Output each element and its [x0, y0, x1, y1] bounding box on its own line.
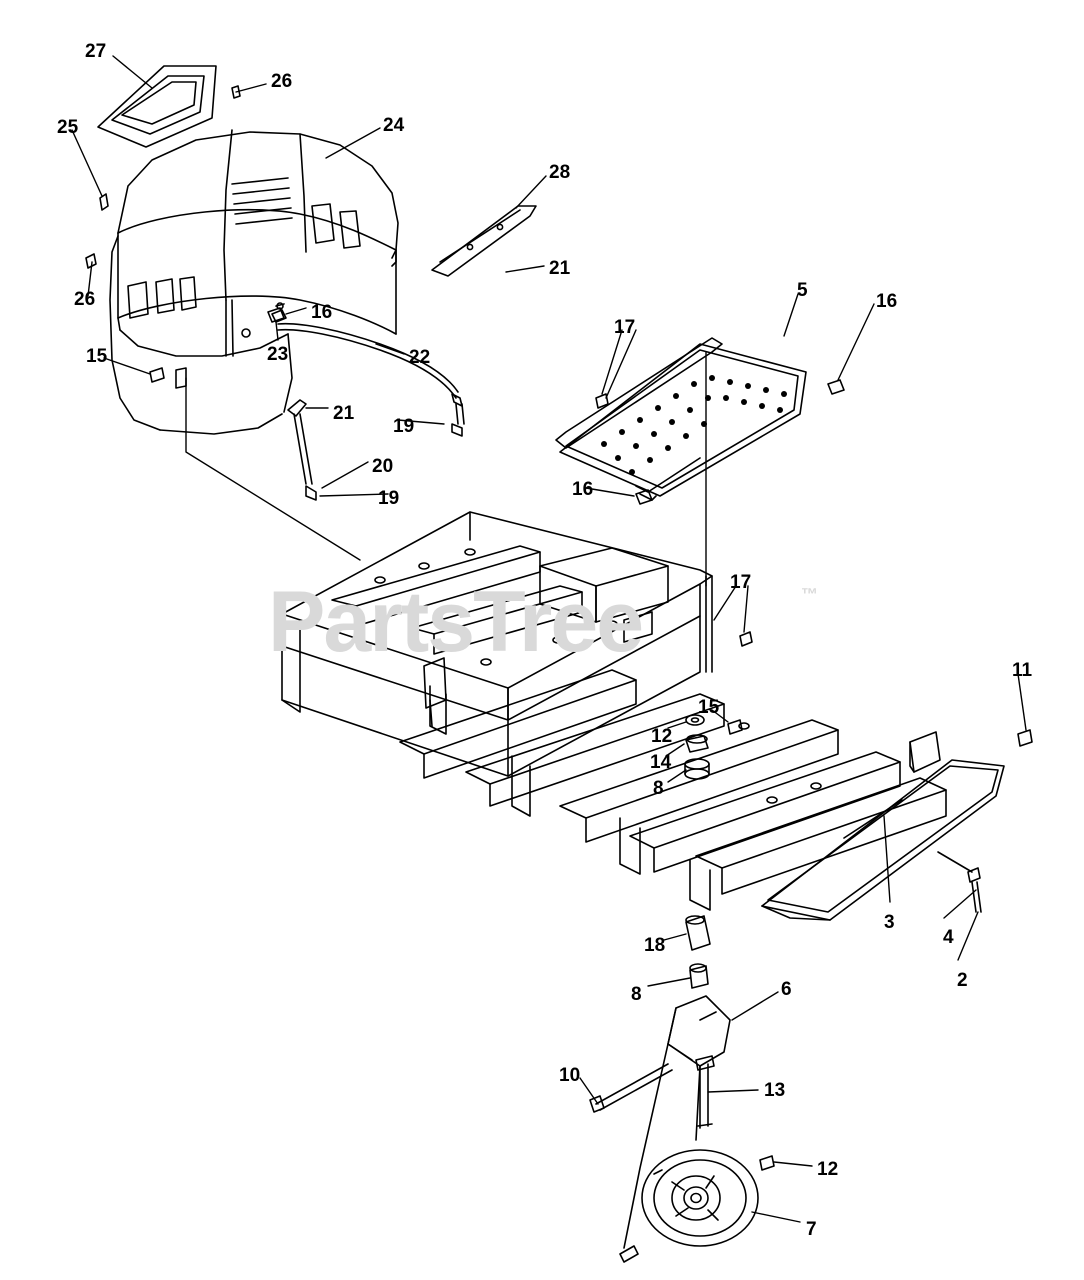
callout-27: 27 — [85, 41, 107, 62]
leader-lines — [72, 56, 1026, 1222]
watermark-text: PartsTree — [268, 574, 643, 670]
callout-5: 5 — [797, 280, 808, 301]
main-frame — [282, 512, 946, 910]
part-27-hood-panel — [98, 66, 216, 147]
callout-8-a: 8 — [653, 778, 664, 799]
callout-14: 14 — [650, 752, 672, 773]
callout-15-b: 15 — [698, 697, 720, 718]
callout-26-a: 26 — [271, 71, 293, 92]
callout-4: 4 — [943, 927, 954, 948]
callout-11: 11 — [1012, 660, 1033, 681]
callout-16-a: 16 — [876, 291, 898, 312]
fasteners — [86, 86, 1032, 991]
part-28-bracket — [432, 206, 536, 276]
callout-10: 10 — [559, 1065, 581, 1086]
hood-assembly — [110, 130, 398, 434]
callout-17-a: 17 — [614, 317, 636, 338]
callout-8-b: 8 — [631, 984, 642, 1005]
caster-wheel-assembly — [590, 996, 774, 1262]
callout-15-a: 15 — [86, 346, 108, 367]
part-3-side-panel — [762, 760, 1004, 920]
callout-2: 2 — [957, 970, 968, 991]
callout-16-b: 16 — [311, 302, 333, 323]
hood-support-rods — [272, 304, 464, 500]
callout-19-a: 19 — [393, 416, 415, 437]
callout-26-b: 26 — [74, 289, 96, 310]
callout-16-c: 16 — [572, 479, 594, 500]
callout-3: 3 — [884, 912, 895, 933]
callout-28: 28 — [549, 162, 571, 183]
callout-13: 13 — [764, 1080, 786, 1101]
callout-20: 20 — [372, 456, 394, 477]
callout-18: 18 — [644, 935, 666, 956]
callout-21-a: 21 — [549, 258, 571, 279]
callout-19-b: 19 — [378, 488, 400, 509]
callout-12-a: 12 — [651, 726, 673, 747]
part-5-footrest-plate — [556, 338, 806, 500]
callout-21-b: 21 — [333, 403, 355, 424]
watermark-trademark: ™ — [801, 585, 818, 604]
callout-17-b: 17 — [730, 572, 752, 593]
callout-12-b: 12 — [817, 1159, 839, 1180]
callout-6: 6 — [781, 979, 792, 1000]
callout-22: 22 — [409, 347, 431, 368]
callout-7: 7 — [806, 1219, 817, 1240]
callout-24: 24 — [383, 115, 405, 136]
callout-23: 23 — [267, 344, 289, 365]
callout-25: 25 — [57, 117, 79, 138]
